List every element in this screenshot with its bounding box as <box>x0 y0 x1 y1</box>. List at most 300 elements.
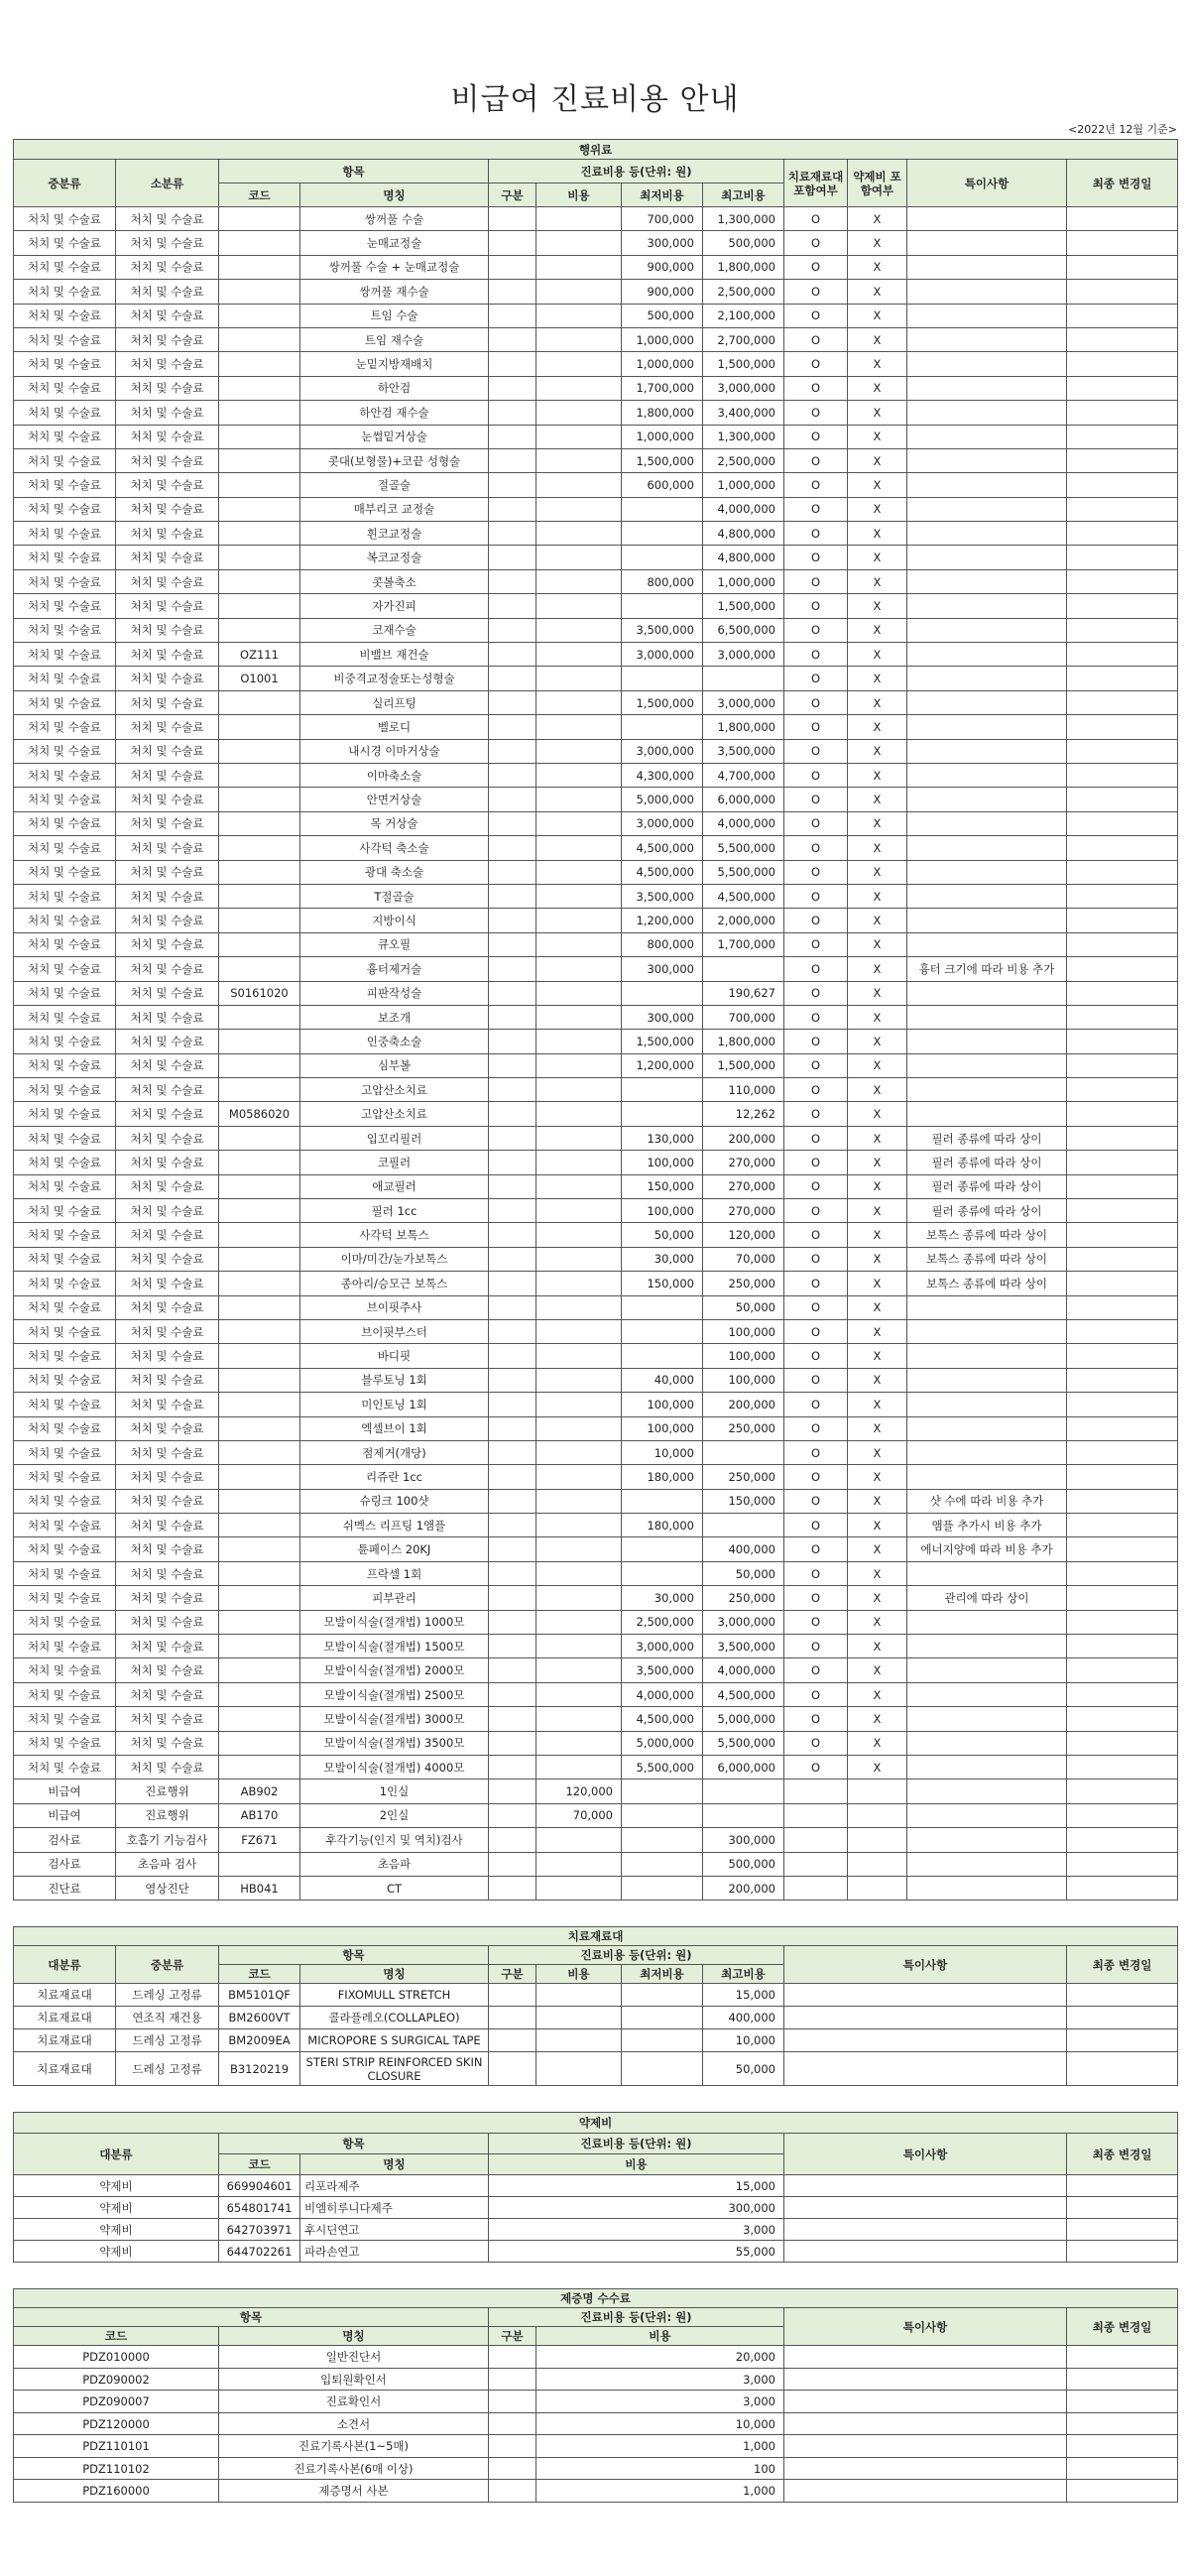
table-row <box>14 594 1178 618</box>
cell-code: 669904601 <box>219 2175 300 2197</box>
cell-mid: 처치 및 수술료 <box>14 1368 116 1392</box>
cell-sub: 처치 및 수술료 <box>116 327 219 351</box>
cell-note: 보톡스 종류에 따라 상이 <box>907 1247 1067 1271</box>
header-note: 특이사항 <box>784 2308 1067 2346</box>
cell-note <box>907 690 1067 714</box>
cell-code: PDZ010000 <box>14 2346 219 2369</box>
cell-drug: X <box>848 594 907 618</box>
cell-code <box>219 1005 300 1029</box>
cell-drug: X <box>848 1319 907 1343</box>
cell-updated <box>1067 1440 1178 1464</box>
cell-cost <box>536 788 622 811</box>
header-item: 항목 <box>219 1946 489 1965</box>
cell-mid: 처치 및 수술료 <box>14 1561 116 1585</box>
section-title: 치료재료대 <box>14 1927 1178 1946</box>
cell-updated <box>1067 1030 1178 1053</box>
cell-drug: X <box>848 643 907 667</box>
cell-material: O <box>784 1416 848 1440</box>
cell-sub: 처치 및 수술료 <box>116 739 219 763</box>
cell-min <box>622 1537 703 1561</box>
cell-note <box>784 2197 1067 2219</box>
cell-category <box>489 1756 536 1779</box>
cell-note <box>907 594 1067 618</box>
header-sub: 소분류 <box>116 160 219 207</box>
cell-category <box>489 401 536 425</box>
cell-note <box>907 1828 1067 1852</box>
cell-updated <box>1067 1731 1178 1755</box>
cell-note <box>907 1779 1067 1803</box>
cell-mid: 비급여 <box>14 1803 116 1827</box>
cell-name: 하안검 <box>300 376 489 400</box>
cell-category <box>489 231 536 255</box>
cell-category <box>489 1586 536 1610</box>
cell-name: 미인토닝 1회 <box>300 1393 489 1416</box>
cell-code <box>219 1174 300 1198</box>
cell-drug: X <box>848 401 907 425</box>
cell-sub: 처치 및 수술료 <box>116 909 219 932</box>
cell-min <box>622 2052 703 2086</box>
cell-sub: 처치 및 수술료 <box>116 1126 219 1150</box>
cell-sub: 처치 및 수술료 <box>116 1005 219 1029</box>
table-row <box>14 932 1178 956</box>
cell-max: 6,000,000 <box>703 1756 784 1779</box>
cell-max: 1,300,000 <box>703 207 784 231</box>
cell-note <box>907 1635 1067 1658</box>
cell-name: 지방이식 <box>300 909 489 932</box>
header-cost: 비용 <box>489 2154 784 2175</box>
cell-drug: X <box>848 1586 907 1610</box>
table-row <box>14 1756 1178 1779</box>
cell-sub: 처치 및 수술료 <box>116 1247 219 1271</box>
cell-max: 1,500,000 <box>703 1053 784 1077</box>
cell-mid: 처치 및 수술료 <box>14 1295 116 1319</box>
cell-code: 644702261 <box>219 2241 300 2263</box>
cell-code <box>219 1682 300 1706</box>
cell-material: O <box>784 594 848 618</box>
table-row <box>14 2029 1178 2052</box>
cell-code <box>219 1514 300 1537</box>
cell-sub: 처치 및 수술료 <box>116 1295 219 1319</box>
cell-sub: 처치 및 수술료 <box>116 811 219 835</box>
cell-min: 300,000 <box>622 231 703 255</box>
cell-cost <box>536 981 622 1005</box>
cell-sub: 처치 및 수술료 <box>116 1731 219 1755</box>
cell-mid: 처치 및 수술료 <box>14 1053 116 1077</box>
cell-drug: X <box>848 448 907 472</box>
cell-mid: 처치 및 수술료 <box>14 352 116 376</box>
cell-name: 휜코교정술 <box>300 522 489 546</box>
cell-category <box>489 1682 536 1706</box>
cell-name: CT <box>300 1876 489 1900</box>
cell-category <box>489 2029 536 2052</box>
cell-max: 50,000 <box>703 2052 784 2086</box>
cell-name: 콧볼축소 <box>300 569 489 593</box>
table-row <box>14 2368 1178 2391</box>
header-cost: 비용 <box>536 184 622 207</box>
cell-mid: 처치 및 수술료 <box>14 667 116 690</box>
cell-mid: 처치 및 수술료 <box>14 207 116 231</box>
cell-note <box>907 909 1067 932</box>
cell-name: 트임 재수술 <box>300 327 489 351</box>
cell-cost <box>536 594 622 618</box>
cell-max: 270,000 <box>703 1199 784 1223</box>
cell-sub: 처치 및 수술료 <box>116 1489 219 1513</box>
table-row <box>14 1537 1178 1561</box>
cell-name: 2인실 <box>300 1803 489 1827</box>
cell-category <box>489 2412 536 2435</box>
cell-sub: 처치 및 수술료 <box>116 1030 219 1053</box>
cell-code <box>219 1537 300 1561</box>
cell-note: 샷 수에 따라 비용 추가 <box>907 1489 1067 1513</box>
table-row <box>14 690 1178 714</box>
cell-cost <box>536 473 622 497</box>
cell-drug <box>848 1876 907 1900</box>
cell-cost <box>536 522 622 546</box>
cell-updated <box>1067 1537 1178 1561</box>
cell-material: O <box>784 1682 848 1706</box>
cell-drug: X <box>848 1561 907 1585</box>
cell-min: 600,000 <box>622 473 703 497</box>
cell-cost <box>536 1416 622 1440</box>
table-row <box>14 763 1178 787</box>
table-row <box>14 2241 1178 2263</box>
cell-min: 5,500,000 <box>622 1756 703 1779</box>
header-updated: 최종 변경일 <box>1067 1946 1178 1984</box>
cell-note <box>907 1561 1067 1585</box>
drugs-table <box>13 2112 1178 2263</box>
cell-name: STERI STRIP REINFORCED SKIN CLOSURE <box>300 2052 489 2086</box>
cell-note: 보톡스 종류에 따라 상이 <box>907 1223 1067 1247</box>
cell-drug: X <box>848 1174 907 1198</box>
cell-sub: 처치 및 수술료 <box>116 1514 219 1537</box>
table-row <box>14 1610 1178 1634</box>
cell-major: 약제비 <box>14 2175 219 2197</box>
cell-updated <box>1067 788 1178 811</box>
table-row <box>14 1852 1178 1876</box>
table-row <box>14 1984 1178 2007</box>
cell-category <box>489 376 536 400</box>
cell-mid: 처치 및 수술료 <box>14 1393 116 1416</box>
cell-code <box>219 618 300 642</box>
cell-category <box>489 1126 536 1150</box>
cell-drug <box>848 1779 907 1803</box>
cell-name: 리포라제주 <box>300 2175 489 2197</box>
cell-updated <box>1067 1828 1178 1852</box>
cell-mid: 처치 및 수술료 <box>14 1344 116 1368</box>
cell-mid: 진단료 <box>14 1876 116 1900</box>
cell-mid: 처치 및 수술료 <box>14 1151 116 1174</box>
cell-material: O <box>784 1368 848 1392</box>
cell-drug: X <box>848 1247 907 1271</box>
cell-name: 목 거상술 <box>300 811 489 835</box>
header-cost: 비용 <box>536 2327 784 2346</box>
cell-code <box>219 1610 300 1634</box>
table-row <box>14 327 1178 351</box>
cell-max: 300,000 <box>703 1828 784 1852</box>
cell-max: 200,000 <box>703 1876 784 1900</box>
cell-category <box>489 497 536 521</box>
cell-code <box>219 763 300 787</box>
header-note: 특이사항 <box>784 2134 1067 2175</box>
cell-mid: 처치 및 수술료 <box>14 1319 116 1343</box>
cell-cost <box>536 207 622 231</box>
cell-code: 654801741 <box>219 2197 300 2219</box>
cell-mid: 처치 및 수술료 <box>14 811 116 835</box>
cell-min <box>622 1295 703 1319</box>
cell-drug: X <box>848 1465 907 1489</box>
table-row <box>14 1561 1178 1585</box>
cell-name: 복코교정술 <box>300 546 489 569</box>
cell-name: 쌍꺼풀 수술 + 눈매교정술 <box>300 255 489 279</box>
cell-mid: 드레싱 고정류 <box>116 2052 219 2086</box>
cell-note <box>907 836 1067 860</box>
cell-cost <box>536 667 622 690</box>
cell-name: 애교필러 <box>300 1174 489 1198</box>
cell-code <box>219 1272 300 1295</box>
cell-sub: 처치 및 수술료 <box>116 1223 219 1247</box>
table-row <box>14 1053 1178 1077</box>
header-category: 구분 <box>489 2327 536 2346</box>
cell-mid: 처치 및 수술료 <box>14 788 116 811</box>
cell-material: O <box>784 1635 848 1658</box>
header-code: 코드 <box>219 2154 300 2175</box>
cell-min: 900,000 <box>622 255 703 279</box>
cell-sub: 처치 및 수술료 <box>116 231 219 255</box>
table-row <box>14 1465 1178 1489</box>
cell-mid: 처치 및 수술료 <box>14 1537 116 1561</box>
cell-min: 4,500,000 <box>622 836 703 860</box>
cell-material: O <box>784 1537 848 1561</box>
header-min: 최저비용 <box>622 184 703 207</box>
cell-name: 프락셀 1회 <box>300 1561 489 1585</box>
cell-min <box>622 1876 703 1900</box>
cell-max: 270,000 <box>703 1174 784 1198</box>
cell-updated <box>1067 327 1178 351</box>
cell-note <box>784 2346 1067 2369</box>
cell-drug: X <box>848 1272 907 1295</box>
cell-code <box>219 327 300 351</box>
cell-sub: 처치 및 수술료 <box>116 594 219 618</box>
cell-name: 보조개 <box>300 1005 489 1029</box>
cell-note <box>784 2052 1067 2086</box>
cell-updated <box>1067 836 1178 860</box>
cell-category <box>489 327 536 351</box>
cell-code <box>219 1586 300 1610</box>
cell-max: 2,500,000 <box>703 280 784 304</box>
cell-updated <box>1067 1514 1178 1537</box>
cell-note <box>907 1368 1067 1392</box>
cell-max: 3,000,000 <box>703 643 784 667</box>
table-row <box>14 860 1178 884</box>
cell-cost: 1,000 <box>536 2435 784 2458</box>
cell-category <box>489 546 536 569</box>
cell-note <box>784 2219 1067 2241</box>
cell-cost: 10,000 <box>536 2412 784 2435</box>
cell-note <box>907 1610 1067 1634</box>
cell-min: 4,300,000 <box>622 763 703 787</box>
cell-note <box>907 1102 1067 1126</box>
cell-cost: 55,000 <box>489 2241 784 2263</box>
cell-cost <box>536 739 622 763</box>
cell-updated <box>1067 811 1178 835</box>
header-updated: 최종 변경일 <box>1067 2308 1178 2346</box>
cell-max: 4,000,000 <box>703 497 784 521</box>
cell-mid: 처치 및 수술료 <box>14 618 116 642</box>
table-row <box>14 618 1178 642</box>
cell-max: 3,400,000 <box>703 401 784 425</box>
cell-updated <box>1067 1078 1178 1102</box>
cell-name: 필러 1cc <box>300 1199 489 1223</box>
cell-min <box>622 497 703 521</box>
cell-min: 500,000 <box>622 304 703 327</box>
cell-min: 50,000 <box>622 1223 703 1247</box>
cell-max: 270,000 <box>703 1151 784 1174</box>
cell-cost <box>536 1852 622 1876</box>
cell-code <box>219 1852 300 1876</box>
table-row <box>14 2052 1178 2086</box>
cell-max: 6,500,000 <box>703 618 784 642</box>
cell-category <box>489 1416 536 1440</box>
cell-name: 쌍꺼풀 수술 <box>300 207 489 231</box>
cell-name: 소견서 <box>219 2412 489 2435</box>
cell-sub: 처치 및 수술료 <box>116 425 219 448</box>
cell-min <box>622 2029 703 2052</box>
cell-max: 2,100,000 <box>703 304 784 327</box>
header-cost-group: 진료비용 등(단위: 원) <box>489 2308 784 2327</box>
cell-material: O <box>784 280 848 304</box>
cell-updated <box>1067 1852 1178 1876</box>
cell-name: 눈썹밑거상술 <box>300 425 489 448</box>
table-row <box>14 304 1178 327</box>
cell-cost <box>536 376 622 400</box>
cell-note <box>907 1803 1067 1827</box>
cell-name: 트임 수술 <box>300 304 489 327</box>
cell-code <box>219 1489 300 1513</box>
cell-note <box>907 522 1067 546</box>
cell-sub: 처치 및 수술료 <box>116 255 219 279</box>
cell-material: O <box>784 667 848 690</box>
header-code: 코드 <box>14 2327 219 2346</box>
cell-code: FZ671 <box>219 1828 300 1852</box>
table-row <box>14 2007 1178 2029</box>
table-row <box>14 1368 1178 1392</box>
cell-min: 100,000 <box>622 1199 703 1223</box>
table-row <box>14 667 1178 690</box>
cell-mid: 처치 및 수술료 <box>14 231 116 255</box>
cell-min: 1,000,000 <box>622 327 703 351</box>
table-row <box>14 1102 1178 1126</box>
cell-cost <box>536 763 622 787</box>
cell-updated <box>1067 2219 1178 2241</box>
cell-max <box>703 1779 784 1803</box>
cell-note <box>784 2007 1067 2029</box>
cell-cost <box>536 1828 622 1852</box>
header-material: 치료재료대 포함여부 <box>784 160 848 207</box>
table-row <box>14 715 1178 739</box>
cell-sub: 처치 및 수술료 <box>116 569 219 593</box>
cell-mid: 처치 및 수술료 <box>14 1440 116 1464</box>
table-row <box>14 836 1178 860</box>
table-row <box>14 2435 1178 2458</box>
cell-updated <box>1067 2197 1178 2219</box>
cell-category <box>489 448 536 472</box>
cell-min: 3,500,000 <box>622 1658 703 1682</box>
cell-material: O <box>784 1514 848 1537</box>
cell-category <box>489 255 536 279</box>
cell-material: O <box>784 836 848 860</box>
cell-name: 슈링크 100샷 <box>300 1489 489 1513</box>
cell-drug <box>848 1852 907 1876</box>
cell-category <box>489 1876 536 1900</box>
cell-material: O <box>784 473 848 497</box>
cell-category <box>489 425 536 448</box>
table-row <box>14 1151 1178 1174</box>
cell-code <box>219 352 300 376</box>
cell-cost <box>536 231 622 255</box>
cell-name: 고압산소치료 <box>300 1102 489 1126</box>
cell-category <box>489 352 536 376</box>
cell-note <box>784 2412 1067 2435</box>
cell-min: 1,200,000 <box>622 909 703 932</box>
cell-cost: 3,000 <box>489 2219 784 2241</box>
cell-name: 큐오필 <box>300 932 489 956</box>
cell-min: 1,500,000 <box>622 690 703 714</box>
table-row <box>14 2480 1178 2503</box>
table-row <box>14 739 1178 763</box>
cell-min <box>622 522 703 546</box>
cell-major: 약제비 <box>14 2197 219 2219</box>
cell-max: 4,000,000 <box>703 811 784 835</box>
cell-name: 사각턱 축소술 <box>300 836 489 860</box>
cell-drug: X <box>848 546 907 569</box>
cell-mid: 처치 및 수술료 <box>14 1489 116 1513</box>
cell-updated <box>1067 909 1178 932</box>
cell-category <box>489 1537 536 1561</box>
cell-name: FIXOMULL STRETCH <box>300 1984 489 2007</box>
cell-drug: X <box>848 1682 907 1706</box>
cell-name: 브이핏부스터 <box>300 1319 489 1343</box>
cell-drug: X <box>848 1440 907 1464</box>
cell-sub: 처치 및 수술료 <box>116 1102 219 1126</box>
cell-max: 1,300,000 <box>703 425 784 448</box>
cell-max: 3,000,000 <box>703 1610 784 1634</box>
cell-sub: 처치 및 수술료 <box>116 836 219 860</box>
cell-code <box>219 860 300 884</box>
cell-major: 약제비 <box>14 2219 219 2241</box>
cell-sub: 처치 및 수술료 <box>116 376 219 400</box>
cell-code <box>219 1393 300 1416</box>
cell-material: O <box>784 231 848 255</box>
cell-note <box>907 280 1067 304</box>
cell-cost <box>536 1756 622 1779</box>
cell-max: 5,500,000 <box>703 1731 784 1755</box>
cell-category <box>489 1102 536 1126</box>
cell-code <box>219 690 300 714</box>
cell-name: 종아리/승모근 보톡스 <box>300 1272 489 1295</box>
cell-mid: 처치 및 수술료 <box>14 1005 116 1029</box>
cell-code <box>219 1247 300 1271</box>
cell-note <box>907 1731 1067 1755</box>
cell-updated <box>1067 763 1178 787</box>
cell-drug: X <box>848 522 907 546</box>
cell-sub: 처치 및 수술료 <box>116 860 219 884</box>
cell-material: O <box>784 522 848 546</box>
cell-code <box>219 932 300 956</box>
cell-name: 모발이식술(절개법) 3000모 <box>300 1707 489 1731</box>
cell-min: 1,500,000 <box>622 1030 703 1053</box>
cell-category <box>489 304 536 327</box>
cell-material: O <box>784 569 848 593</box>
